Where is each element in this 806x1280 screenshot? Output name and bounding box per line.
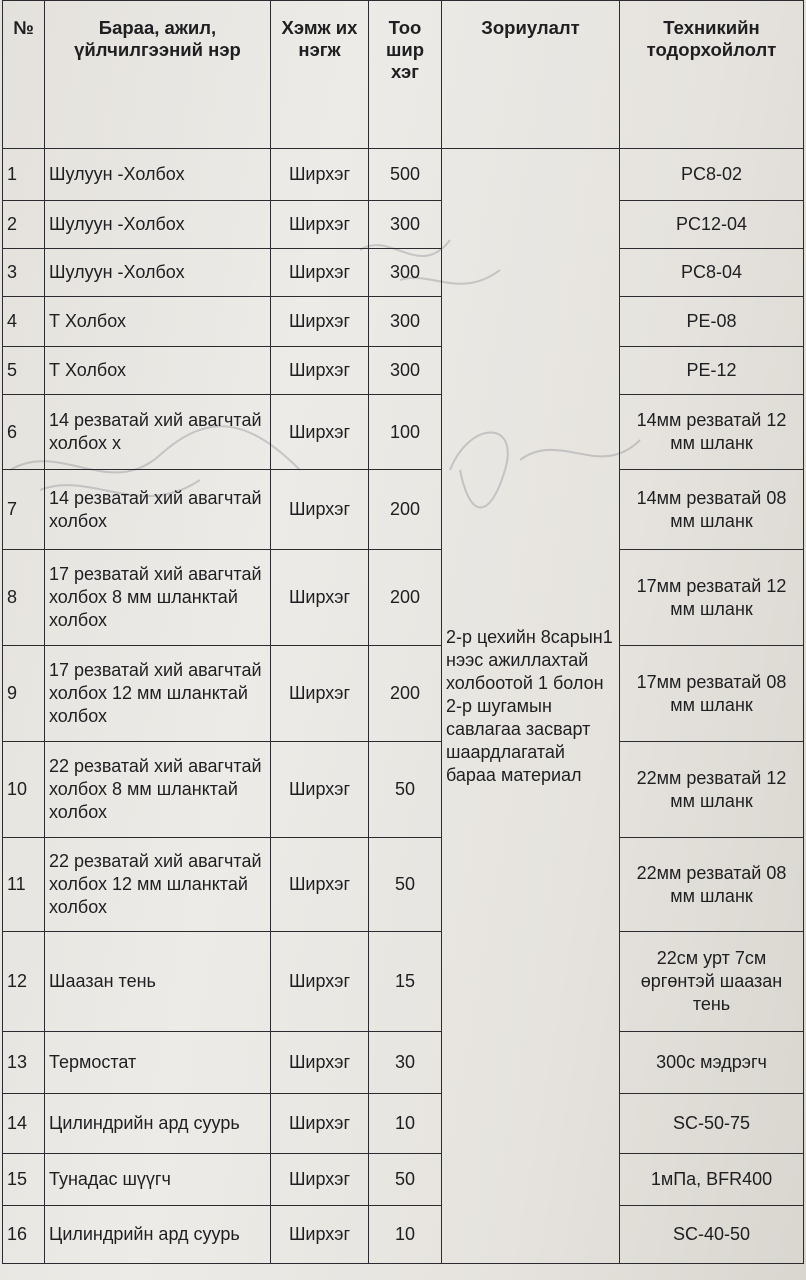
row-number: 5 [3,347,45,395]
table-row [3,932,804,1032]
item-unit: Ширхэг [271,249,369,297]
item-quantity: 50 [369,742,442,838]
table-row [3,550,804,646]
purpose-cell: 2-р цехийн 8сарын1 нээс ажиллахтай холбоотой 1 болон 2-р шугамын савлагаа засварт шаардлагатай бараа материал [442,149,620,1264]
item-unit: Ширхэг [271,838,369,932]
row-number: 9 [3,646,45,742]
row-number: 10 [3,742,45,838]
item-specification: PE-08 [620,297,804,347]
header-quantity: Тоо шир хэг [369,1,442,149]
item-name: Т Холбох [45,347,271,395]
item-unit: Ширхэг [271,149,369,201]
table-row [3,395,804,470]
row-number: 4 [3,297,45,347]
item-quantity: 50 [369,1154,442,1206]
table-row [3,646,804,742]
row-number: 13 [3,1032,45,1094]
item-quantity: 10 [369,1206,442,1264]
item-name: 17 резватай хий авагчтай холбох 8 мм шланктай холбох [45,550,271,646]
item-unit: Ширхэг [271,201,369,249]
header-item-name: Бараа, ажил, үйлчилгээний нэр [45,1,271,149]
row-number: 15 [3,1154,45,1206]
item-unit: Ширхэг [271,932,369,1032]
item-specification: 17мм резватай 12 мм шланк [620,550,804,646]
item-quantity: 300 [369,297,442,347]
item-specification: PC8-04 [620,249,804,297]
item-specification: 300с мэдрэгч [620,1032,804,1094]
row-number: 12 [3,932,45,1032]
row-number: 16 [3,1206,45,1264]
item-quantity: 15 [369,932,442,1032]
header-row [3,1,804,149]
table-row [3,149,804,201]
item-quantity: 10 [369,1094,442,1154]
item-quantity: 300 [369,347,442,395]
table-row [3,838,804,932]
item-unit: Ширхэг [271,347,369,395]
item-name: Цилиндрийн ард суурь [45,1094,271,1154]
item-unit: Ширхэг [271,1094,369,1154]
row-number: 14 [3,1094,45,1154]
item-name: Шулуун -Холбох [45,201,271,249]
item-quantity: 30 [369,1032,442,1094]
item-name: 17 резватай хий авагчтай холбох 12 мм шланктай холбох [45,646,271,742]
item-name: Термостат [45,1032,271,1094]
item-specification: 14мм резватай 08 мм шланк [620,470,804,550]
item-specification: 22см урт 7см өргөнтэй шаазан тень [620,932,804,1032]
item-specification: SC-50-75 [620,1094,804,1154]
item-name: Т Холбох [45,297,271,347]
item-name: 22 резватай хий авагчтай холбох 8 мм шланктай холбох [45,742,271,838]
item-name: Шулуун -Холбох [45,149,271,201]
item-name: 22 резватай хий авагчтай холбох 12 мм шланктай холбох [45,838,271,932]
item-unit: Ширхэг [271,470,369,550]
item-unit: Ширхэг [271,742,369,838]
item-specification: PC12-04 [620,201,804,249]
table-row [3,1094,804,1154]
table-row [3,1154,804,1206]
item-name: Шаазан тень [45,932,271,1032]
table-row [3,470,804,550]
table-row [3,742,804,838]
item-name: Цилиндрийн ард суурь [45,1206,271,1264]
row-number: 1 [3,149,45,201]
item-specification: 1мПа, BFR400 [620,1154,804,1206]
item-name: Тунадас шүүгч [45,1154,271,1206]
row-number: 8 [3,550,45,646]
table-row [3,297,804,347]
row-number: 2 [3,201,45,249]
item-quantity: 300 [369,201,442,249]
row-number: 11 [3,838,45,932]
row-number: 3 [3,249,45,297]
item-unit: Ширхэг [271,297,369,347]
item-unit: Ширхэг [271,1154,369,1206]
item-name: Шулуун -Холбох [45,249,271,297]
table-row [3,201,804,249]
item-quantity: 300 [369,249,442,297]
requisition-table [2,0,804,1264]
table-row [3,1032,804,1094]
item-unit: Ширхэг [271,1032,369,1094]
item-specification: 22мм резватай 08 мм шланк [620,838,804,932]
item-name: 14 резватай хий авагчтай холбох [45,470,271,550]
table-row [3,1206,804,1264]
item-specification: PC8-02 [620,149,804,201]
item-quantity: 200 [369,550,442,646]
header-purpose: Зориулалт [442,1,620,149]
item-specification: 14мм резватай 12 мм шланк [620,395,804,470]
item-specification: 17мм резватай 08 мм шланк [620,646,804,742]
item-unit: Ширхэг [271,1206,369,1264]
header-unit: Хэмж их нэгж [271,1,369,149]
item-quantity: 100 [369,395,442,470]
table-row [3,347,804,395]
item-specification: SC-40-50 [620,1206,804,1264]
item-quantity: 500 [369,149,442,201]
row-number: 7 [3,470,45,550]
item-quantity: 50 [369,838,442,932]
table-row [3,249,804,297]
item-unit: Ширхэг [271,550,369,646]
item-name: 14 резватай хий авагчтай холбох х [45,395,271,470]
item-quantity: 200 [369,470,442,550]
item-specification: 22мм резватай 12 мм шланк [620,742,804,838]
item-quantity: 200 [369,646,442,742]
item-unit: Ширхэг [271,395,369,470]
item-unit: Ширхэг [271,646,369,742]
header-specification: Техникийн тодорхойлолт [620,1,804,149]
header-number: № [3,1,45,149]
row-number: 6 [3,395,45,470]
item-specification: PE-12 [620,347,804,395]
